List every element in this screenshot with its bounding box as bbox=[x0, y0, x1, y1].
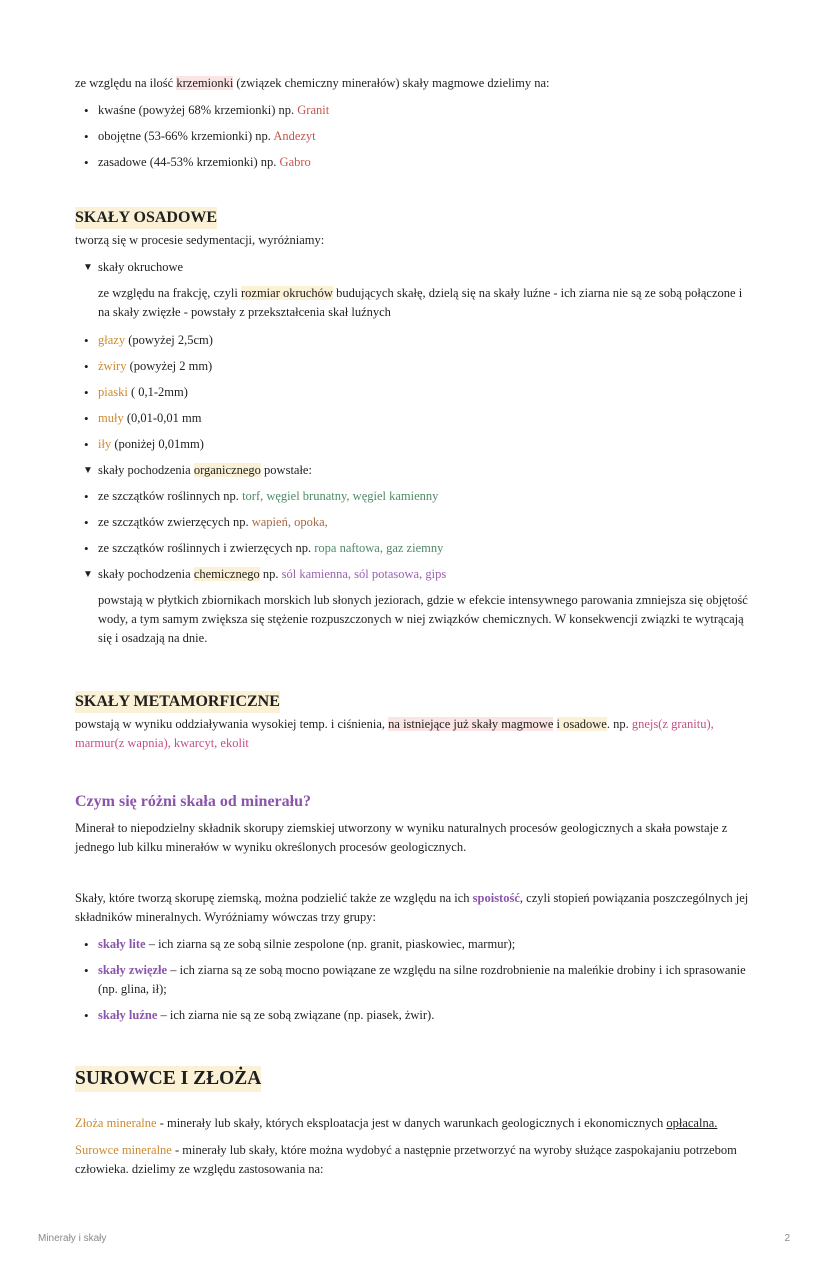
highlight-organicznego: organicznego bbox=[193, 463, 261, 477]
toggle-triangle-icon[interactable]: ▼ bbox=[83, 569, 93, 580]
toggle-skaly-chemiczne[interactable]: ▼ skały pochodzenia chemicznego np. sól kamienna, sól potasowa, gips bbox=[75, 565, 755, 584]
list-item: • piaski ( 0,1-2mm) bbox=[75, 383, 755, 402]
list-item: • ze szczątków roślinnych i zwierzęcych np. ropa naftowa, gaz ziemny bbox=[75, 539, 755, 558]
highlight-chemicznego: chemicznego bbox=[193, 567, 260, 581]
list-item: • kwaśne (powyżej 68% krzemionki) np. Granit bbox=[75, 101, 755, 120]
osadowe-intro: tworzą się w procesie sedymentacji, wyróżniamy: bbox=[75, 233, 325, 247]
spoistosc-text: Skały, które tworzą skorupę ziemską, można podzielić także ze względu na ich spoistość, czyli stopień powiązania poszczególnych jej składników mineralnych. Wyróżniamy wówczas trzy grupy: bbox=[75, 891, 749, 924]
heading-czym-sie-rozni: Czym się różni skała od minerału? bbox=[75, 793, 311, 810]
toggle-triangle-icon[interactable]: ▼ bbox=[83, 465, 93, 476]
list-item: • iły (poniżej 0,01mm) bbox=[75, 435, 755, 454]
spoistosc-list bbox=[75, 935, 755, 1025]
list-item: • skały luźne – ich ziarna nie są ze sobą związane (np. piasek, żwir). bbox=[75, 1006, 755, 1025]
organiczne-list bbox=[75, 487, 755, 558]
heading-surowce-i-zloza: SUROWCE I ZŁOŻA bbox=[75, 1066, 755, 1092]
highlight-skaly-magmowe: na istniejące już skały magmowe bbox=[388, 717, 554, 731]
zloza-definition: Złoża mineralne - minerały lub skały, których eksploatacja jest w danych warunkach geologicznych i ekonomicznych opłacalna. bbox=[75, 1116, 718, 1130]
list-item: • obojętne (53-66% krzemionki) np. Andezyt bbox=[75, 127, 755, 146]
list-item: • zasadowe (44-53% krzemionki) np. Gabro bbox=[75, 153, 755, 172]
footer-title: Minerały i skały bbox=[38, 1233, 107, 1244]
list-item: • muły (0,01-0,01 mm bbox=[75, 409, 755, 428]
magmowe-list bbox=[75, 101, 755, 172]
highlight-krzemionki: krzemionki bbox=[176, 76, 234, 90]
page-content bbox=[75, 74, 755, 1187]
list-item: • żwiry (powyżej 2 mm) bbox=[75, 357, 755, 376]
surowce-definition: Surowce mineralne - minerały lub skały, które można wydobyć a następnie przetworzyć na wyroby służące zaspokajaniu potrzebom człowieka. dzielimy ze względu zastosowania na: bbox=[75, 1143, 737, 1176]
magmowe-intro: ze względu na ilość krzemionki (związek chemiczny minerałów) skały magmowe dzielimy na: bbox=[75, 76, 550, 90]
list-item: • ze szczątków zwierzęcych np. wapień, opoka, bbox=[75, 513, 755, 532]
metamorficzne-text: powstają w wyniku oddziaływania wysokiej temp. i ciśnienia, na istniejące już skały magmowe i osadowe. np. gnejs(z granitu), marmur(z wapnia), kwarcyt, ekolit bbox=[75, 717, 714, 750]
list-item: • skały zwięzłe – ich ziarna są ze sobą mocno powiązane ze względu na silne rozdrobnienie na maleńkie drobiny i ich sprasowanie (np. glina, ił); bbox=[75, 961, 755, 999]
toggle-skaly-okruchowe[interactable]: ▼ skały okruchowe bbox=[75, 258, 755, 277]
toggle-skaly-organiczne[interactable]: ▼ skały pochodzenia organicznego powstałe: bbox=[75, 461, 755, 480]
toggle-triangle-icon[interactable]: ▼ bbox=[83, 262, 93, 273]
heading-skaly-osadowe: SKAŁY OSADOWE bbox=[75, 207, 755, 229]
chemiczne-description: powstają w płytkich zbiornikach morskich lub słonych jeziorach, gdzie w efekcie intensywnego parowania zmniejsza się objętość wody, a tym samym zwiększa się stężenie rozpuszczonych w niej związków chemicznych. W konsekwencji związki te wytrącają się i osadzają na dnie. bbox=[98, 593, 748, 645]
highlight-rozmiar-okruchow: rozmiar okruchów bbox=[240, 286, 333, 300]
list-item: • ze szczątków roślinnych np. torf, węgiel brunatny, węgiel kamienny bbox=[75, 487, 755, 506]
list-item: • skały lite – ich ziarna są ze sobą silnie zespolone (np. granit, piaskowiec, marmur); bbox=[75, 935, 755, 954]
highlight-osadowe: i osadowe bbox=[556, 717, 607, 731]
okruchowe-list bbox=[75, 331, 755, 454]
heading-skaly-metamorficzne: SKAŁY METAMORFICZNE bbox=[75, 691, 755, 713]
roznica-text: Minerał to niepodzielny składnik skorupy ziemskiej utworzony w wyniku naturalnych procesów geologicznych a skała powstaje z jednego lub kilku minerałów w wyniku określonych procesów geologicznych. bbox=[75, 821, 728, 854]
footer-page-number: 2 bbox=[784, 1233, 790, 1244]
list-item: • głazy (powyżej 2,5cm) bbox=[75, 331, 755, 350]
okruchowe-description: ze względu na frakcję, czyli rozmiar okruchów budujących skałę, dzielą się na skały luźne - ich ziarna nie są ze sobą połączone i na skały zwięzłe - powstały z przekształcenia skał luźnych bbox=[98, 286, 743, 319]
